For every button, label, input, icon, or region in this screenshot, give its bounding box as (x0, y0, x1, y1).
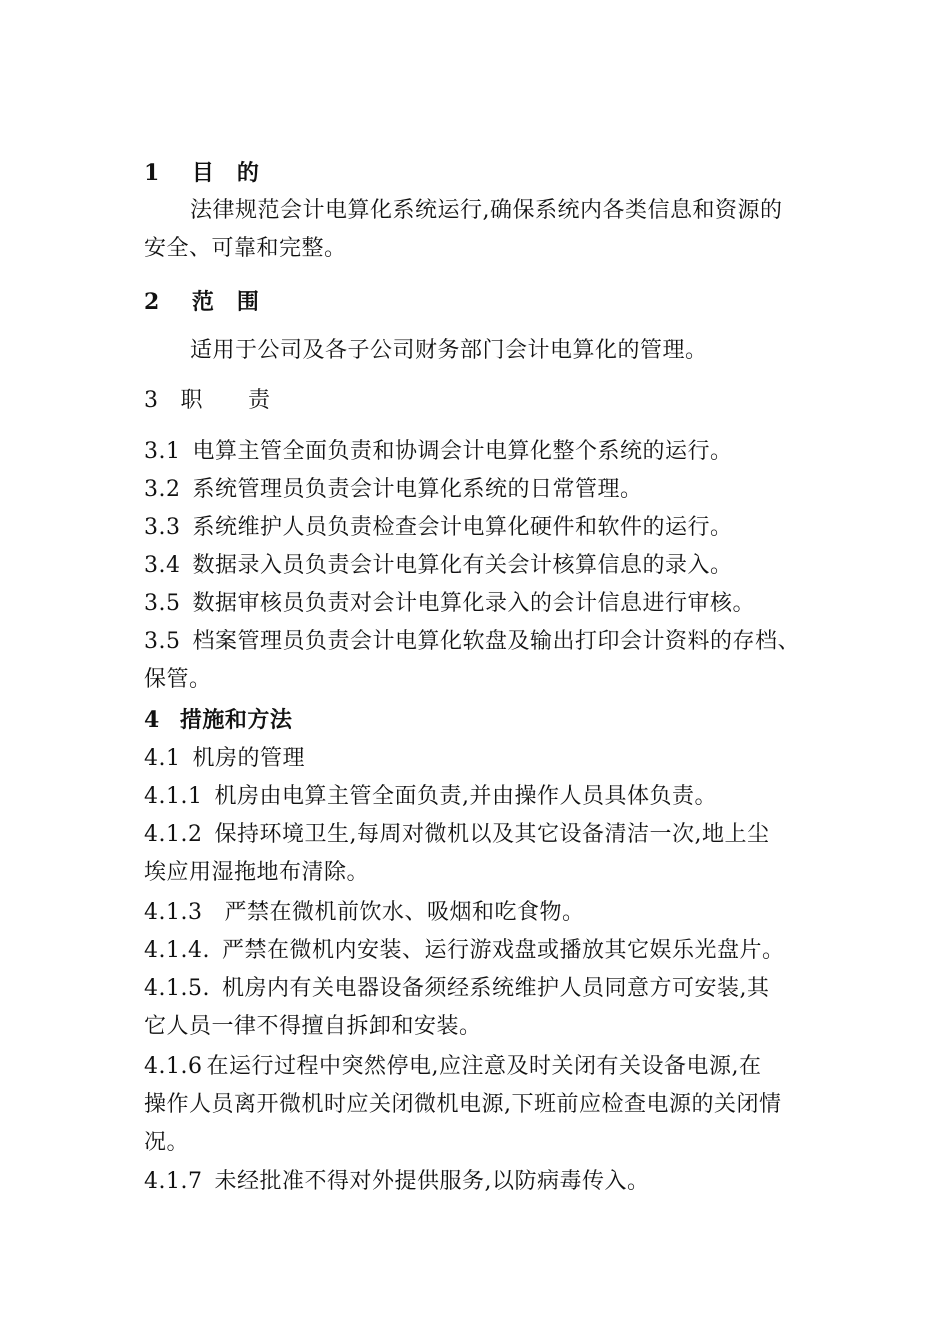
paragraph-line: 适用于公司及各子公司财务部门会计电算化的管理。 (190, 338, 708, 363)
section-number: 1 (144, 160, 160, 186)
list-item (144, 1052, 761, 1082)
item-number: 4.1 (144, 746, 181, 771)
item-number: 4.1.6 (144, 1054, 203, 1079)
section-title: 目 的 (191, 160, 260, 186)
item-number: 4.1.1 (144, 784, 203, 809)
paragraph-line: 法律规范会计电算化系统运行,确保系统内各类信息和资源的 (190, 198, 783, 223)
list-item (144, 513, 733, 543)
list-item (144, 898, 585, 928)
item-number: 4.1.7 (144, 1169, 203, 1194)
list-item (144, 974, 769, 1004)
section-title: 范 围 (191, 289, 260, 315)
item-number: 3.2 (144, 477, 181, 502)
list-item (144, 437, 733, 467)
list-item-continuation: 操作人员离开微机时应关闭微机电源,下班前应检查电源的关闭情 (144, 1092, 782, 1117)
item-number: 4.1.5. (144, 976, 210, 1001)
item-text: 未经批准不得对外提供服务,以防病毒传入。 (214, 1169, 650, 1194)
section-number: 2 (144, 289, 160, 315)
section-title: 措施和方法 (179, 707, 293, 733)
list-item-continuation: 况。 (144, 1130, 190, 1155)
item-number: 3.3 (144, 515, 181, 540)
item-text: 电算主管全面负责和协调会计电算化整个系统的运行。 (192, 439, 733, 464)
section-2-heading (144, 287, 259, 317)
section-number: 4 (144, 707, 160, 733)
section-1-heading (144, 158, 259, 188)
item-text: 严禁在微机前饮水、吸烟和吃食物。 (224, 900, 585, 925)
section-title: 职 责 (180, 388, 271, 413)
list-item (144, 782, 717, 812)
item-text: 档案管理员负责会计电算化软盘及输出打印会计资料的存档、 (192, 629, 801, 654)
item-text: 数据录入员负责会计电算化有关会计核算信息的录入。 (192, 553, 733, 578)
item-text: 在运行过程中突然停电,应注意及时关闭有关设备电源,在 (206, 1054, 762, 1079)
list-item (144, 551, 733, 581)
list-item (144, 936, 785, 966)
paragraph-line: 安全、可靠和完整。 (144, 236, 347, 261)
item-number: 3.5 (144, 591, 181, 616)
item-text: 保持环境卫生,每周对微机以及其它设备清洁一次,地上尘 (214, 822, 770, 847)
item-number: 4.1.3 (144, 900, 203, 925)
item-number: 3.1 (144, 439, 181, 464)
section-3-heading (144, 386, 271, 416)
item-number: 3.5 (144, 629, 181, 654)
section-number: 3 (144, 388, 159, 413)
item-text: 系统管理员负责会计电算化系统的日常管理。 (192, 477, 643, 502)
item-text: 系统维护人员负责检查会计电算化硬件和软件的运行。 (192, 515, 733, 540)
item-text: 机房内有关电器设备须经系统维护人员同意方可安装,其 (221, 976, 770, 1001)
list-item-continuation: 埃应用湿拖地布清除。 (144, 860, 370, 885)
list-item (144, 1167, 649, 1197)
list-item (144, 627, 800, 657)
item-number: 3.4 (144, 553, 181, 578)
item-number: 4.1.4. (144, 938, 210, 963)
item-number: 4.1.2 (144, 822, 203, 847)
item-text: 机房的管理 (192, 746, 306, 771)
subsection-heading (144, 744, 305, 774)
list-item (144, 475, 643, 505)
section-4-heading (144, 705, 292, 735)
list-item (144, 589, 755, 619)
list-item-continuation: 保管。 (144, 667, 212, 692)
item-text: 严禁在微机内安装、运行游戏盘或播放其它娱乐光盘片。 (221, 938, 785, 963)
list-item-continuation: 它人员一律不得擅自拆卸和安装。 (144, 1014, 482, 1039)
item-text: 机房由电算主管全面负责,并由操作人员具体负责。 (214, 784, 717, 809)
list-item (144, 820, 769, 850)
item-text: 数据审核员负责对会计电算化录入的会计信息进行审核。 (192, 591, 756, 616)
